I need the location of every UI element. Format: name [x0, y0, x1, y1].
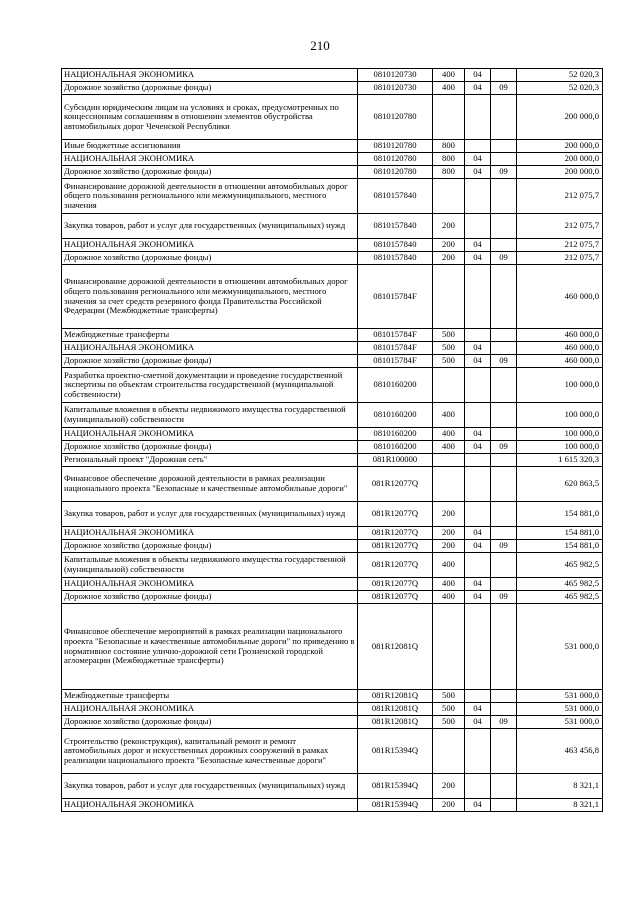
cell-code: 081R12077Q — [358, 591, 433, 604]
cell-amount: 212 075,7 — [517, 214, 603, 239]
cell-rz: 04 — [465, 239, 491, 252]
cell-pr — [491, 95, 517, 140]
cell-rz — [465, 774, 491, 799]
cell-code: 081015784F — [358, 265, 433, 329]
cell-amount: 52 020,3 — [517, 82, 603, 95]
cell-name: Субсидии юридическим лицам на условиях и сроках, предусмотренных по концессионным соглашениям в отношении элементов обустройства автомобильных дорог Чеченской Республики — [62, 95, 358, 140]
cell-pr — [491, 153, 517, 166]
cell-amount: 100 000,0 — [517, 441, 603, 454]
table-row — [62, 774, 603, 799]
cell-amount: 200 000,0 — [517, 140, 603, 153]
cell-amount: 460 000,0 — [517, 355, 603, 368]
cell-vr: 200 — [433, 214, 465, 239]
cell-rz — [465, 329, 491, 342]
cell-vr: 400 — [433, 441, 465, 454]
cell-name: Дорожное хозяйство (дорожные фонды) — [62, 716, 358, 729]
table-row — [62, 214, 603, 239]
cell-code: 081R100000 — [358, 454, 433, 467]
cell-rz — [465, 403, 491, 428]
cell-rz: 04 — [465, 355, 491, 368]
cell-vr: 800 — [433, 140, 465, 153]
cell-name: Финансовое обеспечение дорожной деятельности в рамках реализации национального проекта "Безопасные и качественные автомобильные дороги" — [62, 467, 358, 502]
cell-amount: 154 881,0 — [517, 527, 603, 540]
cell-code: 0810120730 — [358, 82, 433, 95]
cell-pr — [491, 604, 517, 690]
cell-pr — [491, 342, 517, 355]
cell-amount: 52 020,3 — [517, 69, 603, 82]
table-row — [62, 441, 603, 454]
cell-name: Разработка проектно-сметной документации и проведение государственной экспертизы по объектам строительства государственной (муниципальной собственности) — [62, 368, 358, 403]
cell-rz: 04 — [465, 540, 491, 553]
cell-code: 081015784F — [358, 329, 433, 342]
cell-amount: 200 000,0 — [517, 153, 603, 166]
cell-name: НАЦИОНАЛЬНАЯ ЭКОНОМИКА — [62, 428, 358, 441]
table-row — [62, 502, 603, 527]
cell-code: 081R15394Q — [358, 774, 433, 799]
cell-vr: 500 — [433, 690, 465, 703]
cell-pr — [491, 578, 517, 591]
cell-vr: 200 — [433, 239, 465, 252]
table-row — [62, 95, 603, 140]
cell-name: Межбюджетные трансферты — [62, 329, 358, 342]
cell-pr — [491, 179, 517, 214]
cell-amount: 460 000,0 — [517, 265, 603, 329]
cell-vr: 400 — [433, 428, 465, 441]
cell-rz — [465, 214, 491, 239]
cell-name: НАЦИОНАЛЬНАЯ ЭКОНОМИКА — [62, 527, 358, 540]
cell-rz: 04 — [465, 527, 491, 540]
cell-vr — [433, 729, 465, 774]
cell-pr — [491, 239, 517, 252]
table-row — [62, 591, 603, 604]
cell-name: НАЦИОНАЛЬНАЯ ЭКОНОМИКА — [62, 69, 358, 82]
cell-rz: 04 — [465, 441, 491, 454]
cell-code: 0810157840 — [358, 239, 433, 252]
cell-amount: 463 456,8 — [517, 729, 603, 774]
cell-code: 081R12081Q — [358, 690, 433, 703]
cell-amount: 212 075,7 — [517, 179, 603, 214]
cell-amount: 154 881,0 — [517, 540, 603, 553]
cell-vr: 200 — [433, 799, 465, 812]
table-row — [62, 355, 603, 368]
cell-name: Капитальные вложения в объекты недвижимого имущества государственной (муниципальной) собственности — [62, 403, 358, 428]
cell-amount: 100 000,0 — [517, 403, 603, 428]
table-row — [62, 690, 603, 703]
cell-pr: 09 — [491, 82, 517, 95]
cell-name: Финансирование дорожной деятельности в отношении автомобильных дорог общего пользования регионального или межмуниципального, местного значения — [62, 179, 358, 214]
cell-rz: 04 — [465, 153, 491, 166]
table-row — [62, 703, 603, 716]
table-row — [62, 527, 603, 540]
cell-pr — [491, 502, 517, 527]
cell-vr: 400 — [433, 553, 465, 578]
cell-code: 0810157840 — [358, 179, 433, 214]
cell-vr: 400 — [433, 403, 465, 428]
cell-pr — [491, 368, 517, 403]
cell-pr — [491, 69, 517, 82]
table-row — [62, 239, 603, 252]
cell-code: 0810160200 — [358, 428, 433, 441]
table-row — [62, 729, 603, 774]
cell-pr — [491, 690, 517, 703]
cell-code: 0810120730 — [358, 69, 433, 82]
cell-vr: 500 — [433, 703, 465, 716]
cell-vr: 500 — [433, 342, 465, 355]
cell-rz: 04 — [465, 82, 491, 95]
cell-amount: 212 075,7 — [517, 239, 603, 252]
cell-vr: 400 — [433, 578, 465, 591]
cell-code: 081R15394Q — [358, 729, 433, 774]
cell-code: 0810120780 — [358, 166, 433, 179]
cell-code: 081R12081Q — [358, 716, 433, 729]
cell-name: Дорожное хозяйство (дорожные фонды) — [62, 166, 358, 179]
cell-code: 081R12077Q — [358, 502, 433, 527]
cell-code: 0810160200 — [358, 403, 433, 428]
cell-amount: 531 000,0 — [517, 604, 603, 690]
cell-vr: 400 — [433, 591, 465, 604]
cell-vr: 200 — [433, 540, 465, 553]
cell-pr — [491, 703, 517, 716]
cell-vr: 500 — [433, 355, 465, 368]
budget-table — [61, 68, 603, 812]
cell-vr — [433, 467, 465, 502]
cell-rz — [465, 467, 491, 502]
cell-vr — [433, 604, 465, 690]
cell-code: 0810120780 — [358, 140, 433, 153]
cell-name: НАЦИОНАЛЬНАЯ ЭКОНОМИКА — [62, 239, 358, 252]
cell-name: НАЦИОНАЛЬНАЯ ЭКОНОМИКА — [62, 153, 358, 166]
cell-amount: 200 000,0 — [517, 166, 603, 179]
cell-vr: 800 — [433, 153, 465, 166]
table-row — [62, 153, 603, 166]
cell-name: Региональный проект "Дорожная сеть" — [62, 454, 358, 467]
cell-name: Дорожное хозяйство (дорожные фонды) — [62, 591, 358, 604]
table-row — [62, 265, 603, 329]
cell-vr: 200 — [433, 527, 465, 540]
cell-rz — [465, 95, 491, 140]
cell-amount: 200 000,0 — [517, 95, 603, 140]
cell-code: 081R12077Q — [358, 553, 433, 578]
cell-pr — [491, 454, 517, 467]
cell-rz — [465, 502, 491, 527]
cell-rz — [465, 690, 491, 703]
cell-vr: 800 — [433, 166, 465, 179]
cell-code: 081R12077Q — [358, 540, 433, 553]
cell-amount: 531 000,0 — [517, 703, 603, 716]
cell-amount: 100 000,0 — [517, 428, 603, 441]
cell-code: 0810157840 — [358, 214, 433, 239]
cell-amount: 460 000,0 — [517, 329, 603, 342]
cell-vr — [433, 95, 465, 140]
cell-amount: 531 000,0 — [517, 716, 603, 729]
cell-code: 0810160200 — [358, 441, 433, 454]
cell-name: Дорожное хозяйство (дорожные фонды) — [62, 355, 358, 368]
cell-code: 081015784F — [358, 355, 433, 368]
cell-vr: 400 — [433, 82, 465, 95]
cell-vr — [433, 368, 465, 403]
cell-code: 0810160200 — [358, 368, 433, 403]
cell-pr: 09 — [491, 166, 517, 179]
cell-amount: 212 075,7 — [517, 252, 603, 265]
cell-rz: 04 — [465, 703, 491, 716]
cell-pr — [491, 403, 517, 428]
table-row — [62, 454, 603, 467]
cell-name: Дорожное хозяйство (дорожные фонды) — [62, 540, 358, 553]
cell-rz — [465, 454, 491, 467]
cell-pr — [491, 729, 517, 774]
cell-pr — [491, 774, 517, 799]
table-row — [62, 578, 603, 591]
table-row — [62, 467, 603, 502]
table-row — [62, 82, 603, 95]
cell-pr — [491, 799, 517, 812]
cell-pr: 09 — [491, 252, 517, 265]
cell-code: 0810157840 — [358, 252, 433, 265]
table-row — [62, 799, 603, 812]
cell-vr: 200 — [433, 774, 465, 799]
table-row — [62, 403, 603, 428]
cell-name: Межбюджетные трансферты — [62, 690, 358, 703]
table-row — [62, 329, 603, 342]
cell-rz — [465, 179, 491, 214]
cell-name: Дорожное хозяйство (дорожные фонды) — [62, 441, 358, 454]
cell-pr — [491, 329, 517, 342]
cell-name: Дорожное хозяйство (дорожные фонды) — [62, 82, 358, 95]
cell-vr — [433, 179, 465, 214]
cell-code: 0810120780 — [358, 95, 433, 140]
table-row — [62, 553, 603, 578]
cell-name: Финансирование дорожной деятельности в отношении автомобильных дорог общего пользования регионального или межмуниципального, местного значения за счет средств резервного фонда Правительства Российской Федерации (Межбюджетные трансферты) — [62, 265, 358, 329]
cell-pr: 09 — [491, 591, 517, 604]
table-row — [62, 179, 603, 214]
cell-code: 081R15394Q — [358, 799, 433, 812]
cell-vr — [433, 454, 465, 467]
table-row — [62, 428, 603, 441]
table-row — [62, 368, 603, 403]
cell-pr — [491, 140, 517, 153]
cell-rz: 04 — [465, 578, 491, 591]
cell-pr — [491, 553, 517, 578]
cell-amount: 465 982,5 — [517, 578, 603, 591]
table-row — [62, 540, 603, 553]
cell-pr — [491, 428, 517, 441]
table-row — [62, 342, 603, 355]
cell-pr: 09 — [491, 540, 517, 553]
cell-amount: 460 000,0 — [517, 342, 603, 355]
cell-code: 081R12081Q — [358, 604, 433, 690]
table-row — [62, 69, 603, 82]
cell-rz — [465, 553, 491, 578]
cell-name: Иные бюджетные ассигнования — [62, 140, 358, 153]
cell-pr: 09 — [491, 355, 517, 368]
cell-amount: 100 000,0 — [517, 368, 603, 403]
cell-rz: 04 — [465, 591, 491, 604]
cell-rz: 04 — [465, 342, 491, 355]
cell-code: 081R12077Q — [358, 527, 433, 540]
cell-amount: 465 982,5 — [517, 591, 603, 604]
cell-amount: 1 615 320,3 — [517, 454, 603, 467]
table-row — [62, 604, 603, 690]
cell-pr — [491, 467, 517, 502]
cell-pr: 09 — [491, 716, 517, 729]
cell-name: Закупка товаров, работ и услуг для государственных (муниципальных) нужд — [62, 774, 358, 799]
cell-amount: 531 000,0 — [517, 690, 603, 703]
cell-vr: 200 — [433, 252, 465, 265]
cell-rz: 04 — [465, 69, 491, 82]
cell-vr — [433, 265, 465, 329]
cell-pr: 09 — [491, 441, 517, 454]
cell-name: Финансовое обеспечение мероприятий в рамках реализации национального проекта "Безопасные и качественные автомобильные дороги" по приведению в нормативное состояние улично-дорожной сети Грозненской городской агломерации (Межбюджетные трансферты) — [62, 604, 358, 690]
cell-code: 081R12081Q — [358, 703, 433, 716]
cell-name: Строительство (реконструкция), капитальный ремонт и ремонт автомобильных дорог и искусственных дорожных сооружений в рамках реализации национального проекта "Безопасные качественные дороги" — [62, 729, 358, 774]
cell-vr: 200 — [433, 502, 465, 527]
table-row — [62, 716, 603, 729]
cell-amount: 8 321,1 — [517, 799, 603, 812]
cell-code: 081015784F — [358, 342, 433, 355]
cell-code: 081R12077Q — [358, 578, 433, 591]
cell-name: Капитальные вложения в объекты недвижимого имущества государственной (муниципальной) собственности — [62, 553, 358, 578]
page-number: 210 — [310, 38, 330, 53]
cell-name: НАЦИОНАЛЬНАЯ ЭКОНОМИКА — [62, 342, 358, 355]
cell-pr — [491, 214, 517, 239]
cell-rz — [465, 604, 491, 690]
cell-rz — [465, 729, 491, 774]
cell-rz — [465, 265, 491, 329]
table-row — [62, 140, 603, 153]
cell-rz: 04 — [465, 428, 491, 441]
cell-name: НАЦИОНАЛЬНАЯ ЭКОНОМИКА — [62, 703, 358, 716]
cell-vr: 400 — [433, 69, 465, 82]
cell-rz: 04 — [465, 252, 491, 265]
cell-rz: 04 — [465, 716, 491, 729]
cell-pr — [491, 527, 517, 540]
table-row — [62, 166, 603, 179]
cell-amount: 620 863,5 — [517, 467, 603, 502]
cell-code: 0810120780 — [358, 153, 433, 166]
cell-code: 081R12077Q — [358, 467, 433, 502]
cell-vr: 500 — [433, 716, 465, 729]
cell-amount: 8 321,1 — [517, 774, 603, 799]
cell-name: Дорожное хозяйство (дорожные фонды) — [62, 252, 358, 265]
cell-name: НАЦИОНАЛЬНАЯ ЭКОНОМИКА — [62, 799, 358, 812]
cell-rz — [465, 368, 491, 403]
cell-pr — [491, 265, 517, 329]
cell-amount: 154 881,0 — [517, 502, 603, 527]
cell-name: Закупка товаров, работ и услуг для государственных (муниципальных) нужд — [62, 502, 358, 527]
cell-amount: 465 982,5 — [517, 553, 603, 578]
cell-rz: 04 — [465, 166, 491, 179]
cell-name: НАЦИОНАЛЬНАЯ ЭКОНОМИКА — [62, 578, 358, 591]
table-row — [62, 252, 603, 265]
cell-name: Закупка товаров, работ и услуг для государственных (муниципальных) нужд — [62, 214, 358, 239]
cell-rz — [465, 140, 491, 153]
cell-vr: 500 — [433, 329, 465, 342]
cell-rz: 04 — [465, 799, 491, 812]
